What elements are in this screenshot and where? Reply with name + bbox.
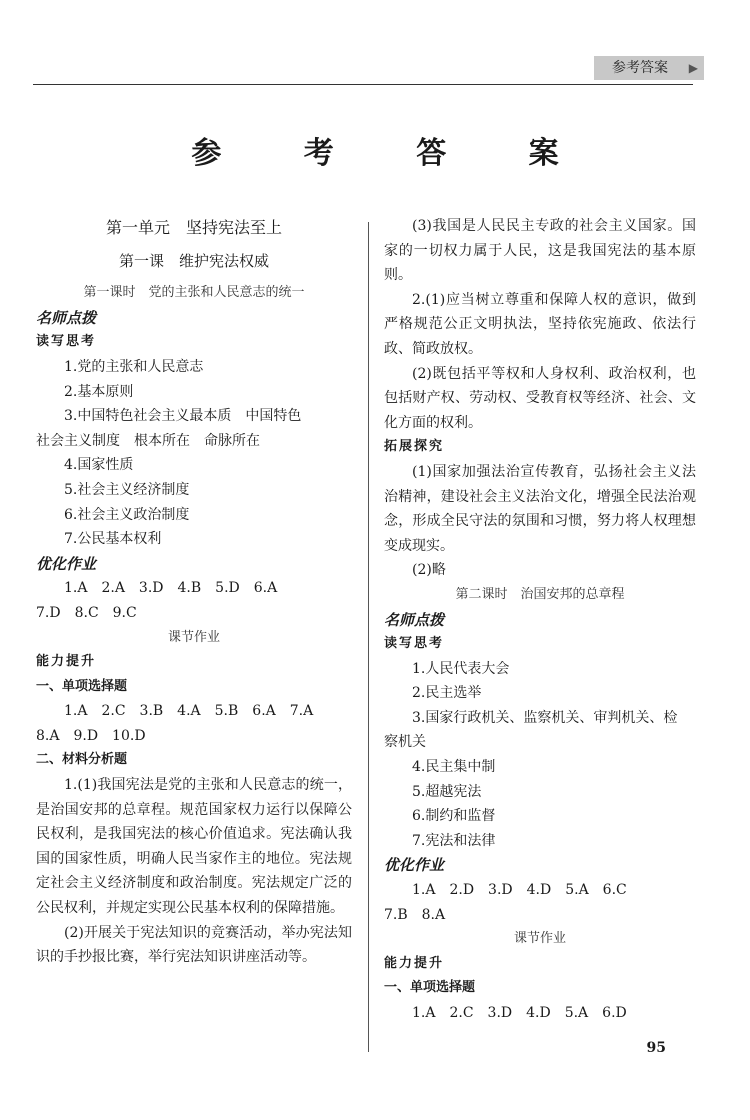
section-heading: 名师点拨 — [384, 610, 445, 629]
answer-paragraph: 1.(1)我国宪法是党的主张和人民意志的统一，是治国安邦的总章程。规范国家权力运行以保障公民权利，是我国宪法的核心价值追求。宪法确认我国的国家性质，明确人民当家作主的地位。宪法规定社会主义经济制度和政治制度。宪法规定广泛的公民权利，并规定实现公民基本权利的保障措施。 — [36, 777, 352, 917]
answer-paragraph: (3)我国是人民民主专政的社会主义国家。国家的一切权力属于人民，这是我国宪法的基本原则。 — [384, 218, 696, 284]
page-title: 参 考 答 案 — [191, 136, 595, 171]
answer-line: 4.民主集中制 — [412, 759, 496, 776]
answer-line: 3.国家行政机关、监察机关、审判机关、检 — [412, 709, 678, 726]
answer-line: 1.A 2.D 3.D 4.D 5.A 6.C — [412, 882, 627, 899]
answer-paragraph: (1)国家加强法治宣传教育，弘扬社会主义法治精神，建设社会主义法治文化，增强全民法治观念，形成全民守法的氛围和习惯，努力将人权理想变成现实。 — [384, 463, 696, 554]
column-divider — [368, 222, 369, 1052]
period-heading: 第一课时 党的主张和人民意志的统一 — [83, 285, 305, 301]
subsection-heading: 能力提升 — [384, 955, 445, 971]
answer-paragraph: 2.(1)应当树立尊重和保障人权的意识，做到严格规范公正文明执法，坚持依宪施政、依法行政、简政放权。 — [384, 291, 696, 357]
section-label: 课节作业 — [513, 931, 566, 947]
answer-line: 2.基本原则 — [64, 383, 134, 400]
answer-line: 2.民主选举 — [412, 685, 482, 702]
answer-paragraph: (2)略 — [412, 562, 446, 579]
answer-line: 7.公民基本权利 — [64, 531, 162, 548]
section-heading: 优化作业 — [36, 554, 97, 573]
answer-line: 1.A 2.C 3.D 4.D 5.A 6.D — [412, 1005, 627, 1021]
question-type-heading: 一、单项选择题 — [36, 678, 128, 694]
answer-line: 7.D 8.C 9.C — [36, 604, 137, 621]
left-column — [36, 214, 352, 970]
answer-line: 社会主义制度 根本所在 命脉所在 — [36, 432, 260, 449]
answer-line: 5.超越宪法 — [412, 783, 482, 800]
answer-line: 6.社会主义政治制度 — [64, 506, 190, 523]
unit-heading: 第一单元 坚持宪法至上 — [105, 218, 282, 237]
subsection-heading: 拓展探究 — [384, 439, 445, 455]
answer-line: 1.A 2.C 3.B 4.A 5.B 6.A 7.A — [64, 703, 314, 720]
answer-line: 7.宪法和法律 — [412, 832, 496, 849]
arrow-right-icon: ▶ — [688, 61, 698, 75]
answer-paragraph: (2)既包括平等权和人身权利、政治权利，也包括财产权、劳动权、受教育权等经济、社会、文化方面的权利。 — [384, 365, 696, 431]
answer-line: 3.中国特色社会主义最本质 中国特色 — [64, 408, 302, 425]
section-heading: 优化作业 — [384, 856, 445, 875]
subsection-heading: 读写思考 — [36, 334, 97, 350]
answer-line: 8.A 9.D 10.D — [36, 727, 146, 744]
answer-line: 1.党的主张和人民意志 — [64, 358, 204, 375]
question-type-heading: 二、材料分析题 — [36, 752, 128, 768]
right-column — [384, 214, 696, 1026]
answer-line: 5.社会主义经济制度 — [64, 481, 190, 498]
answer-line: 察机关 — [384, 734, 426, 751]
answer-line: 4.国家性质 — [64, 457, 134, 474]
answer-line: 6.制约和监督 — [412, 808, 496, 825]
section-heading: 名师点拨 — [36, 308, 97, 327]
answer-line: 1.A 2.A 3.D 4.B 5.D 6.A — [64, 580, 278, 597]
section-label: 课节作业 — [167, 629, 220, 645]
question-type-heading: 一、单项选择题 — [384, 980, 476, 996]
period-heading: 第二课时 治国安邦的总章程 — [455, 586, 625, 602]
subsection-heading: 读写思考 — [384, 636, 445, 652]
header-tab-label: 参考答案 — [612, 60, 668, 76]
header-tab — [594, 56, 704, 80]
subsection-heading: 能力提升 — [36, 654, 97, 670]
answer-line: 1.人民代表大会 — [412, 660, 510, 677]
header-rule — [33, 84, 693, 85]
page-number: 95 — [646, 1040, 666, 1056]
answer-line: 7.B 8.A — [384, 906, 446, 923]
answer-paragraph: (2)开展关于宪法知识的竞赛活动，举办宪法知识的手抄报比赛，举行宪法知识讲座活动等。 — [36, 924, 352, 966]
lesson-heading: 第一课 维护宪法权威 — [118, 251, 269, 270]
